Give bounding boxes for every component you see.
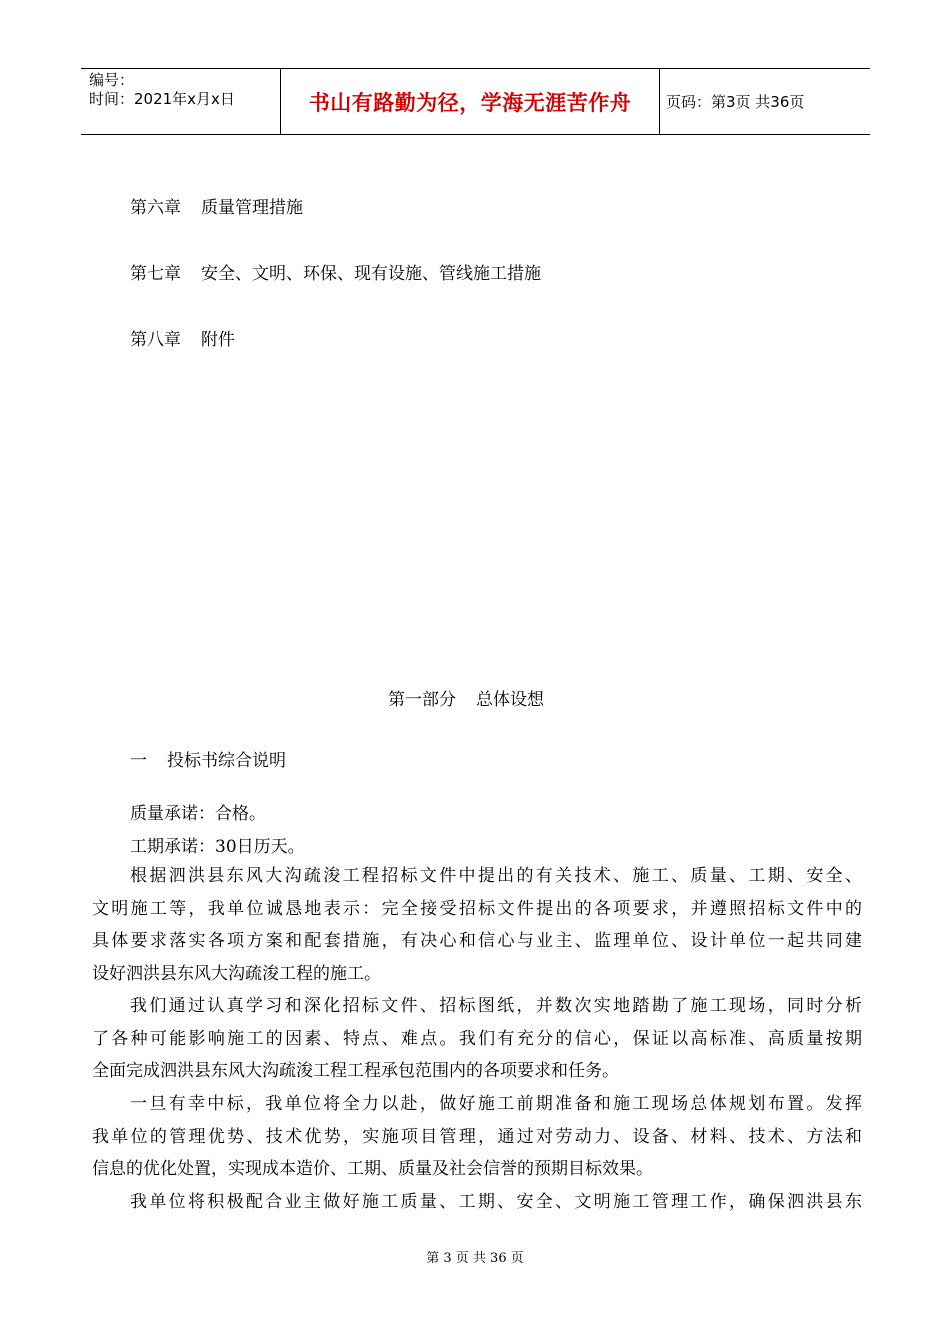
section-part: 第一部分 xyxy=(388,690,456,710)
paragraph-line: 一旦有幸中标，我单位将全力以赴，做好施工前期准备和施工现场总体规划布置。发挥 xyxy=(130,1094,862,1114)
paragraph-line: 我单位将积极配合业主做好施工质量、工期、安全、文明施工管理工作，确保泗洪县东 xyxy=(130,1192,862,1212)
paragraph-line: 信息的优化处置，实现成本造价、工期、质量及社会信誉的预期目标效果。 xyxy=(92,1159,653,1179)
toc-title: 附件 xyxy=(201,330,235,350)
quality-commitment: 质量承诺：合格。 xyxy=(130,804,266,824)
toc-title: 安全、文明、环保、现有设施、管线施工措施 xyxy=(201,264,541,284)
number-label: 编号： xyxy=(89,71,135,89)
subsection-title: 投标书综合说明 xyxy=(167,751,286,771)
paragraph-4 xyxy=(92,1186,862,1219)
paragraph-line: 根据泗洪县东风大沟疏浚工程招标文件中提出的有关技术、施工、质量、工期、安全、 xyxy=(130,866,862,886)
header-meta xyxy=(81,69,281,134)
toc-chapter: 第八章 xyxy=(130,330,181,350)
page-header xyxy=(81,68,870,135)
subsection-heading xyxy=(130,746,286,771)
subsection-number: 一 xyxy=(130,751,147,771)
period-commitment: 工期承诺：30日历天。 xyxy=(130,837,305,857)
paragraph-3 xyxy=(92,1088,862,1186)
toc-item-6 xyxy=(130,193,303,218)
toc-chapter: 第七章 xyxy=(130,264,181,284)
toc-title: 质量管理措施 xyxy=(201,198,303,218)
section-title xyxy=(388,685,544,710)
toc-chapter: 第六章 xyxy=(130,198,181,218)
paragraph-line: 文明施工等，我单位诚恳地表示：完全接受招标文件提出的各项要求，并遵照招标文件中的 xyxy=(92,898,862,919)
paragraph-2 xyxy=(92,990,862,1088)
header-motto: 书山有路勤为径，学海无涯苦作舟 xyxy=(281,69,660,134)
paragraph-line: 设好泗洪县东风大沟疏浚工程的施工。 xyxy=(92,963,381,984)
paragraph-line: 具体要求落实各项方案和配套措施，有决心和信心与业主、监理单位、设计单位一起共同建 xyxy=(92,931,862,951)
paragraph-line: 了各种可能影响施工的因素、特点、难点。我们有充分的信心，保证以高标准、高质量按期 xyxy=(92,1028,862,1049)
toc-item-8 xyxy=(130,325,235,350)
section-title-text: 总体设想 xyxy=(476,690,544,710)
paragraph-line: 我们通过认真学习和深化招标文件、招标图纸，并数次实地踏勘了施工现场，同时分析 xyxy=(130,996,862,1016)
paragraph-1 xyxy=(92,860,862,990)
toc-item-7 xyxy=(130,259,541,284)
time-label: 时间：2021年x月x日 xyxy=(89,90,235,108)
header-page-info: 页码：第3页 共36页 xyxy=(666,93,805,111)
page-footer: 第 3 页 共 36 页 xyxy=(426,1251,524,1266)
paragraph-line: 全面完成泗洪县东风大沟疏浚工程工程承包范围内的各项要求和任务。 xyxy=(92,1061,619,1081)
paragraph-line: 我单位的管理优势、技术优势，实施项目管理，通过对劳动力、设备、材料、技术、方法和 xyxy=(92,1126,862,1147)
